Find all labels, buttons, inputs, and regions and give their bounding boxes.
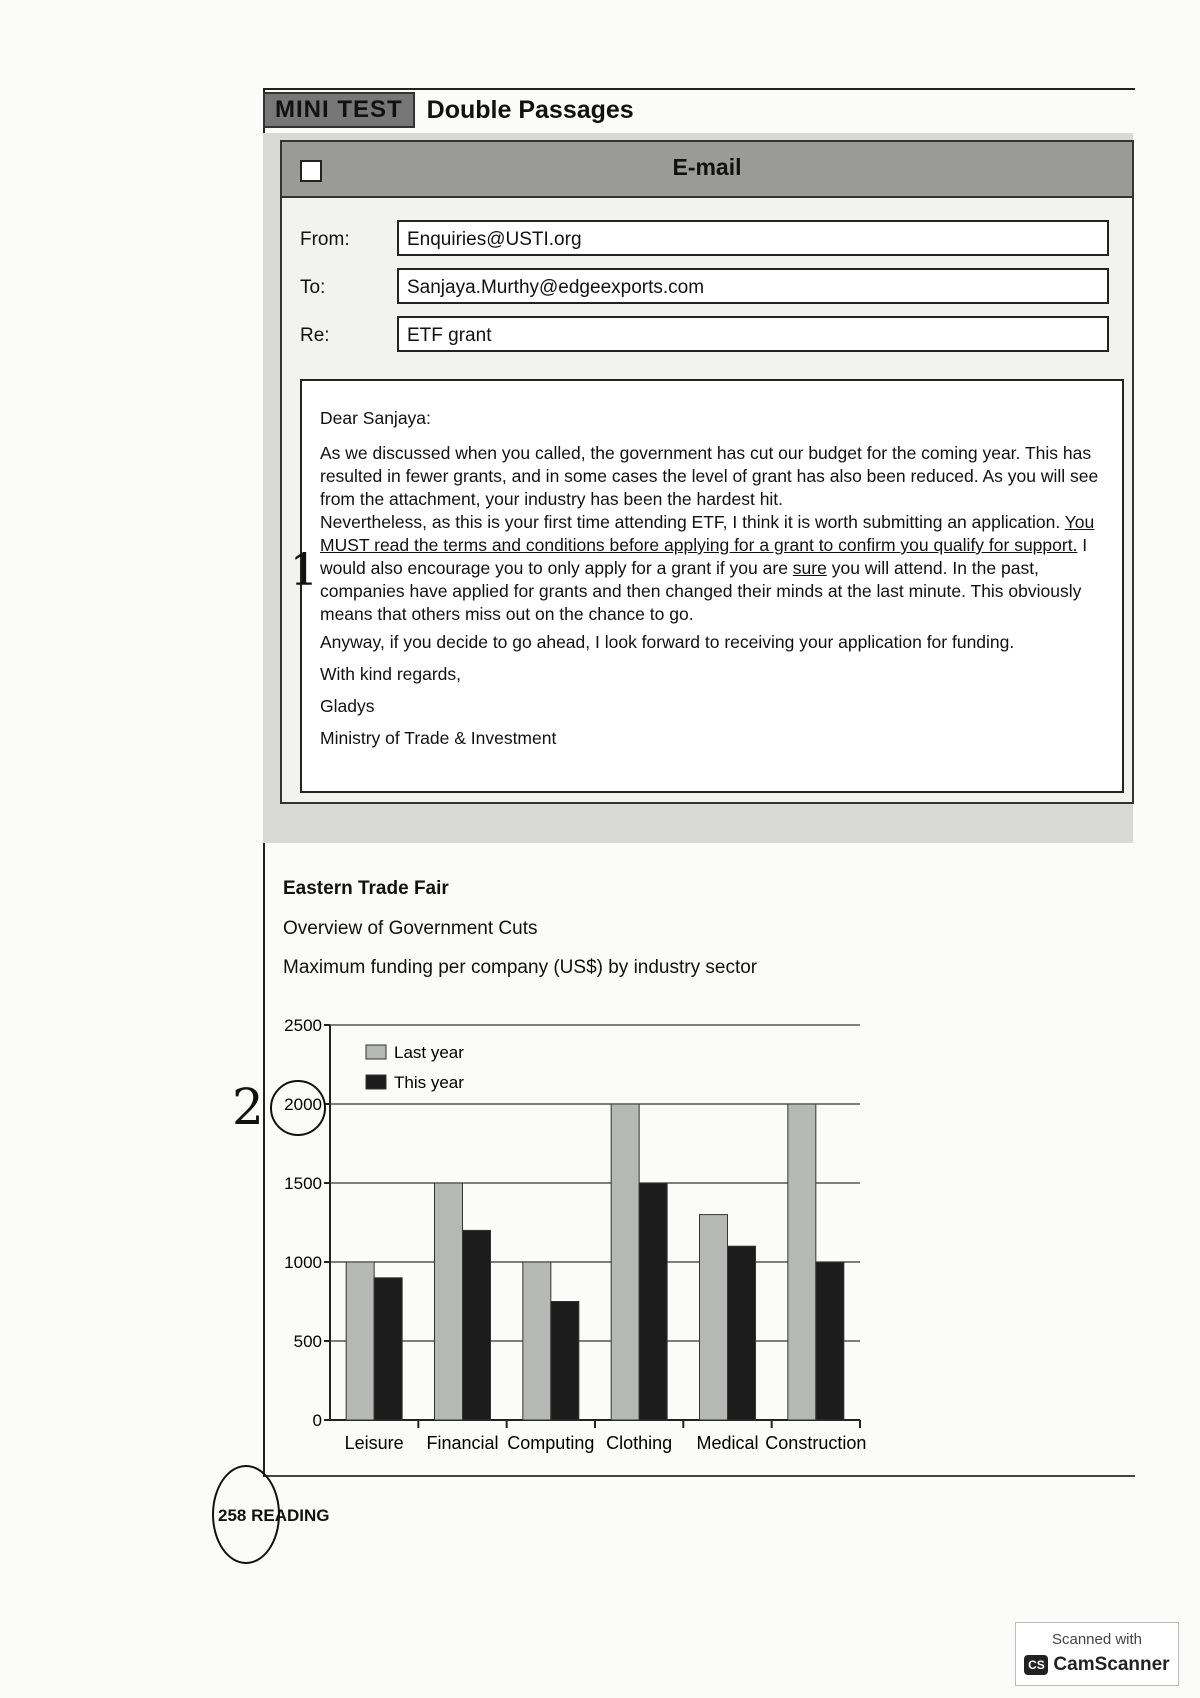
annotation-circle	[270, 1080, 326, 1136]
x-tick-label: Clothing	[606, 1433, 673, 1453]
camscanner-watermark	[1015, 1622, 1179, 1686]
para2-mid: I would also encourage you to only apply for a grant if you are	[320, 535, 1088, 578]
watermark-brand: CS CamScanner	[1016, 1654, 1178, 1676]
paragraph-1: As we discussed when you called, the government has cut our budget for the coming year. This has resulted in fewer grants, and in some cases the level of grant has also been reduced. As you will see from the attachment, your industry has been the hardest hit.	[320, 443, 1099, 509]
annotation-mark-2: 2	[232, 1078, 264, 1136]
closing: With kind regards,	[320, 664, 462, 684]
annotation-mark-1: 1	[290, 545, 318, 596]
mini-test-badge: MINI TEST	[263, 92, 415, 128]
section-subtitle: Overview of Government Cuts	[283, 918, 538, 939]
organization: Ministry of Trade & Investment	[320, 728, 557, 748]
x-tick-label: Financial	[426, 1433, 499, 1453]
x-tick-label: Leisure	[344, 1433, 404, 1453]
page-number: 258	[218, 1506, 247, 1525]
y-tick-label: 0	[312, 1411, 322, 1430]
page-title: Double Passages	[426, 95, 634, 124]
email-body	[300, 379, 1124, 793]
watermark-line1: Scanned with	[1051, 1631, 1143, 1648]
para2-underlined: You MUST read the terms and conditions before applying for a grant to confirm you qualify for support.	[320, 512, 1095, 555]
page-footer	[218, 1506, 330, 1526]
email-window	[280, 140, 1134, 804]
from-label: From:	[300, 229, 350, 250]
re-label: Re:	[300, 325, 330, 346]
para2-start: Nevertheless, as this is your first time attending ETF, I think it is worth submitting an application.	[320, 512, 1065, 532]
legend-label: Last year	[394, 1043, 464, 1062]
y-tick-label: 1000	[284, 1253, 322, 1272]
to-label: To:	[300, 277, 326, 298]
chart-caption: Maximum funding per company (US$) by industry sector	[283, 957, 758, 978]
from-field: Enquiries@USTI.org	[397, 220, 1109, 256]
greeting: Dear Sanjaya:	[320, 408, 431, 428]
y-tick-label: 2000	[284, 1095, 322, 1114]
section-header	[263, 92, 634, 128]
email-title: E-mail	[672, 154, 742, 180]
y-tick-label: 500	[293, 1332, 322, 1351]
legend-label: This year	[394, 1073, 464, 1092]
sender-name: Gladys	[320, 696, 375, 716]
re-field: ETF grant	[397, 316, 1109, 352]
camscanner-logo-icon: CS	[1024, 1655, 1048, 1675]
para2-sure: sure	[792, 558, 827, 578]
x-tick-label: Computing	[507, 1433, 595, 1453]
para2-end: you will attend. In the past, companies have applied for grants and then changed their minds at the last minute. This obviously means that others miss out on the chance to go.	[320, 558, 1082, 624]
email-titlebar	[282, 142, 1132, 198]
x-tick-label: Medical	[696, 1433, 759, 1453]
footer-label: READING	[251, 1506, 330, 1525]
paragraph-2	[320, 511, 1105, 626]
section-title: Eastern Trade Fair	[283, 878, 449, 899]
x-tick-label: Construction	[765, 1433, 867, 1453]
y-tick-label: 2500	[284, 1016, 322, 1035]
to-field: Sanjaya.Murthy@edgeexports.com	[397, 268, 1109, 304]
paragraph-3: Anyway, if you decide to go ahead, I look forward to receiving your application for funding.	[320, 632, 1015, 652]
y-tick-label: 1500	[284, 1174, 322, 1193]
